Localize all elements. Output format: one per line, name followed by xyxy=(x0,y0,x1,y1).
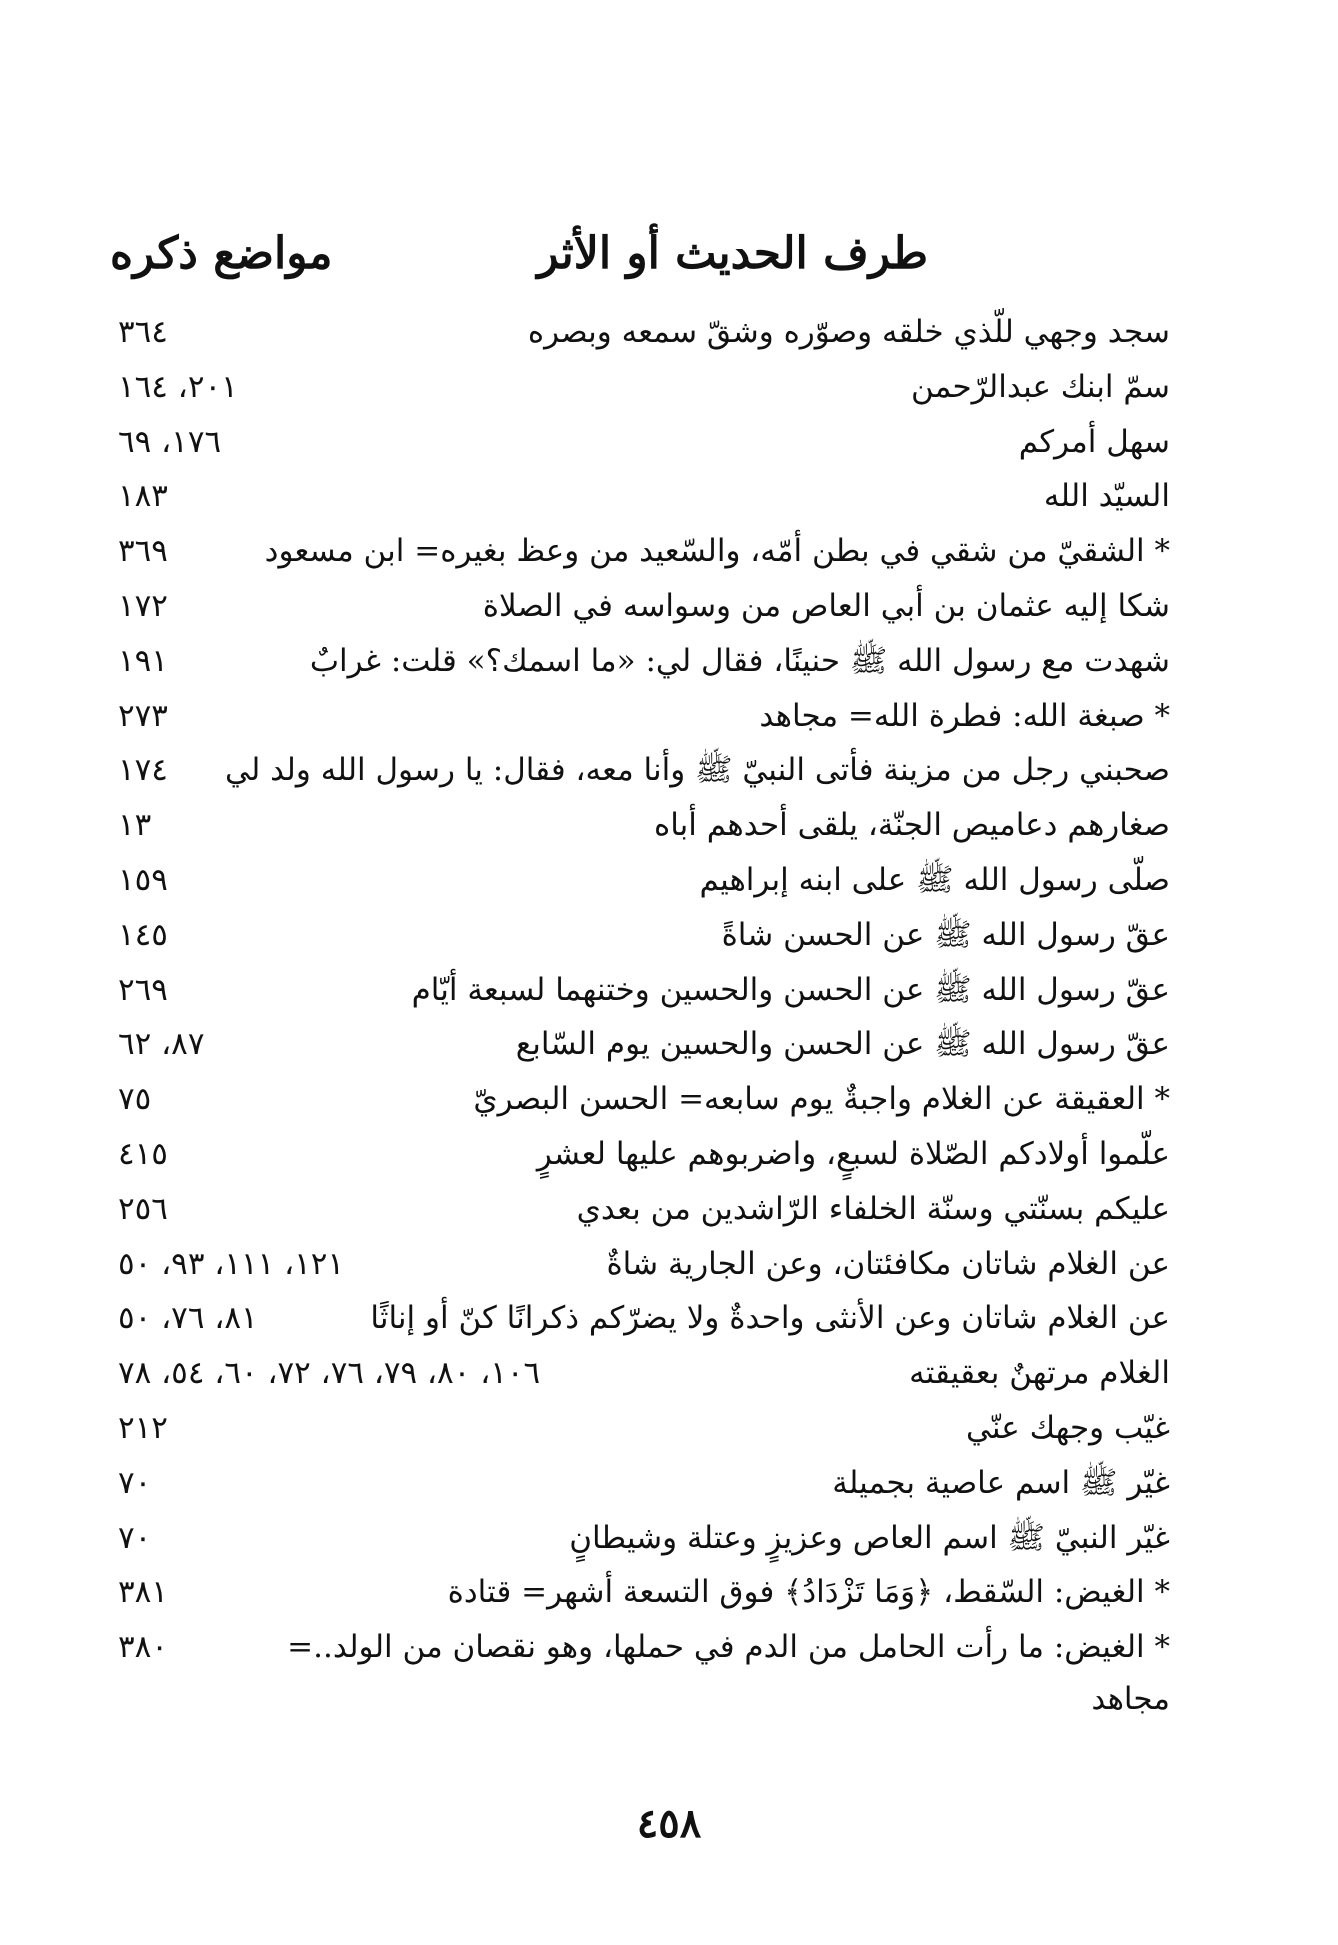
index-row xyxy=(100,305,1170,360)
index-row xyxy=(100,1620,1170,1718)
hadith-text: عقّ رسول الله ﷺ عن الحسن والحسين يوم السّابع xyxy=(515,1026,1170,1063)
page-references: ١٨٣ xyxy=(118,478,168,515)
page-references: ٢٧٣ xyxy=(118,697,168,734)
index-row xyxy=(100,853,1170,908)
hadith-text: صغارهم دعاميص الجنّة، يلقى أحدهم أباه xyxy=(653,807,1170,844)
hadith-text: علّموا أولادكم الصّلاة لسبعٍ، واضربوهم عليها لعشرٍ xyxy=(536,1135,1170,1172)
index-entries xyxy=(100,305,1170,1718)
hadith-text: السيّد الله xyxy=(1043,478,1170,515)
hadith-text: * صبغة الله: فطرة الله= مجاهد xyxy=(759,697,1170,734)
index-row xyxy=(100,1017,1170,1072)
hadith-text: عن الغلام شاتان وعن الأنثى واحدةٌ ولا يضرّكم ذكرانًا كنّ أو إناثًا xyxy=(370,1300,1170,1337)
hadith-text: شكا إليه عثمان بن أبي العاص من وسواسه في الصلاة xyxy=(482,587,1170,624)
index-row xyxy=(100,1127,1170,1182)
hadith-text: سجد وجهي للّذي خلقه وصوّره وشقّ سمعه وبصره xyxy=(527,314,1170,350)
page-references: ١٣ xyxy=(118,807,152,844)
page-references: ٧٥ xyxy=(118,1081,152,1118)
index-row xyxy=(100,524,1170,579)
index-row xyxy=(100,415,1170,470)
index-row xyxy=(100,1565,1170,1620)
index-row xyxy=(100,743,1170,798)
hadith-text: * العقيقة عن الغلام واجبةٌ يوم سابعه= الحسن البصريّ xyxy=(473,1081,1170,1118)
page-references: ١٤٥ xyxy=(118,916,168,953)
page-references: ٤١٥ xyxy=(118,1135,168,1172)
page-references: ١٢١، ١١١، ٩٣، ٥٠ xyxy=(118,1245,345,1282)
index-row xyxy=(100,1291,1170,1346)
page-references: ٢٦٩ xyxy=(118,971,168,1008)
hadith-text: سمّ ابنك عبدالرّحمن xyxy=(910,368,1170,405)
hadith-text: عن الغلام شاتان مكافئتان، وعن الجارية شاةٌ xyxy=(606,1245,1170,1282)
index-row xyxy=(100,360,1170,415)
page-references: ٣٨١ xyxy=(118,1574,168,1611)
page-references: ١٠٦، ٨٠، ٧٩، ٧٦، ٧٢، ٦٠، ٥٤، ٧٨ xyxy=(118,1355,541,1392)
page-references: ٣٦٩ xyxy=(118,533,168,570)
index-row xyxy=(100,634,1170,689)
hadith-text-continuation: مجاهد xyxy=(1091,1681,1170,1718)
index-row xyxy=(100,963,1170,1018)
page-references: ٧٠ xyxy=(118,1519,152,1556)
page-number: ٤٥٨ xyxy=(636,1800,702,1847)
index-row xyxy=(100,689,1170,744)
table-header xyxy=(100,228,1168,298)
hadith-text: عقّ رسول الله ﷺ عن الحسن والحسين وختنهما لسبعة أيّام xyxy=(411,971,1170,1008)
hadith-text: غيّر النبيّ ﷺ اسم العاص وعزيزٍ وعتلة وشيطانٍ xyxy=(569,1519,1170,1556)
index-row xyxy=(100,1237,1170,1292)
index-row xyxy=(100,798,1170,853)
hadith-text: عليكم بسنّتي وسنّة الخلفاء الرّاشدين من بعدي xyxy=(576,1190,1170,1227)
index-row xyxy=(100,469,1170,524)
page-references: ٣٨٠ xyxy=(118,1629,168,1666)
page-references: ١٧٢ xyxy=(118,587,168,624)
index-row xyxy=(100,579,1170,634)
hadith-text: صحبني رجل من مزينة فأتى النبيّ ﷺ وأنا معه، فقال: يا رسول الله ولد لي xyxy=(225,752,1170,789)
hadith-text: غيّر ﷺ اسم عاصية بجميلة xyxy=(832,1464,1170,1501)
hadith-text: صلّى رسول الله ﷺ على ابنه إبراهيم xyxy=(699,861,1170,898)
page-references: ٢٠١، ١٦٤ xyxy=(118,368,238,405)
hadith-text: سهل أمركم xyxy=(1018,423,1170,460)
page-references: ٣٦٤ xyxy=(118,314,168,350)
column-title-references: مواضع ذكره xyxy=(110,228,333,279)
index-row xyxy=(100,1511,1170,1566)
page-references: ١٧٤ xyxy=(118,752,168,789)
page-references: ٨١، ٧٦، ٥٠ xyxy=(118,1300,258,1337)
hadith-text: * الغيض: السّقط، ﴿وَمَا تَزْدَادُ﴾ فوق التسعة أشهر= قتادة xyxy=(447,1574,1170,1611)
page-references: ١٧٦، ٦٩ xyxy=(118,423,222,460)
column-title-hadith: طرف الحديث أو الأثر xyxy=(537,228,928,279)
hadith-text: شهدت مع رسول الله ﷺ حنينًا، فقال لي: «ما اسمك؟» قلت: غرابٌ xyxy=(309,642,1170,679)
hadith-text: * الشقيّ من شقي في بطن أمّه، والسّعيد من وعظ بغيره= ابن مسعود xyxy=(264,533,1170,570)
hadith-text: الغلام مرتهنٌ بعقيقته xyxy=(909,1355,1170,1392)
page-references: ٧٠ xyxy=(118,1464,152,1501)
page-references: ٢٥٦ xyxy=(118,1190,168,1227)
index-row xyxy=(100,1346,1170,1401)
index-row xyxy=(100,1072,1170,1127)
index-row xyxy=(100,1456,1170,1511)
index-row xyxy=(100,908,1170,963)
index-row xyxy=(100,1401,1170,1456)
page-references: ٢١٢ xyxy=(118,1409,168,1446)
page-references: ٨٧، ٦٢ xyxy=(118,1026,205,1063)
index-row xyxy=(100,1182,1170,1237)
hadith-text: عقّ رسول الله ﷺ عن الحسن شاةً xyxy=(721,916,1170,953)
page-references: ١٥٩ xyxy=(118,861,168,898)
page-references: ١٩١ xyxy=(118,642,168,679)
hadith-text: غيّب وجهك عنّي xyxy=(966,1409,1170,1446)
hadith-text: * الغيض: ما رأت الحامل من الدم في حملها، وهو نقصان من الولد..= xyxy=(287,1629,1170,1666)
